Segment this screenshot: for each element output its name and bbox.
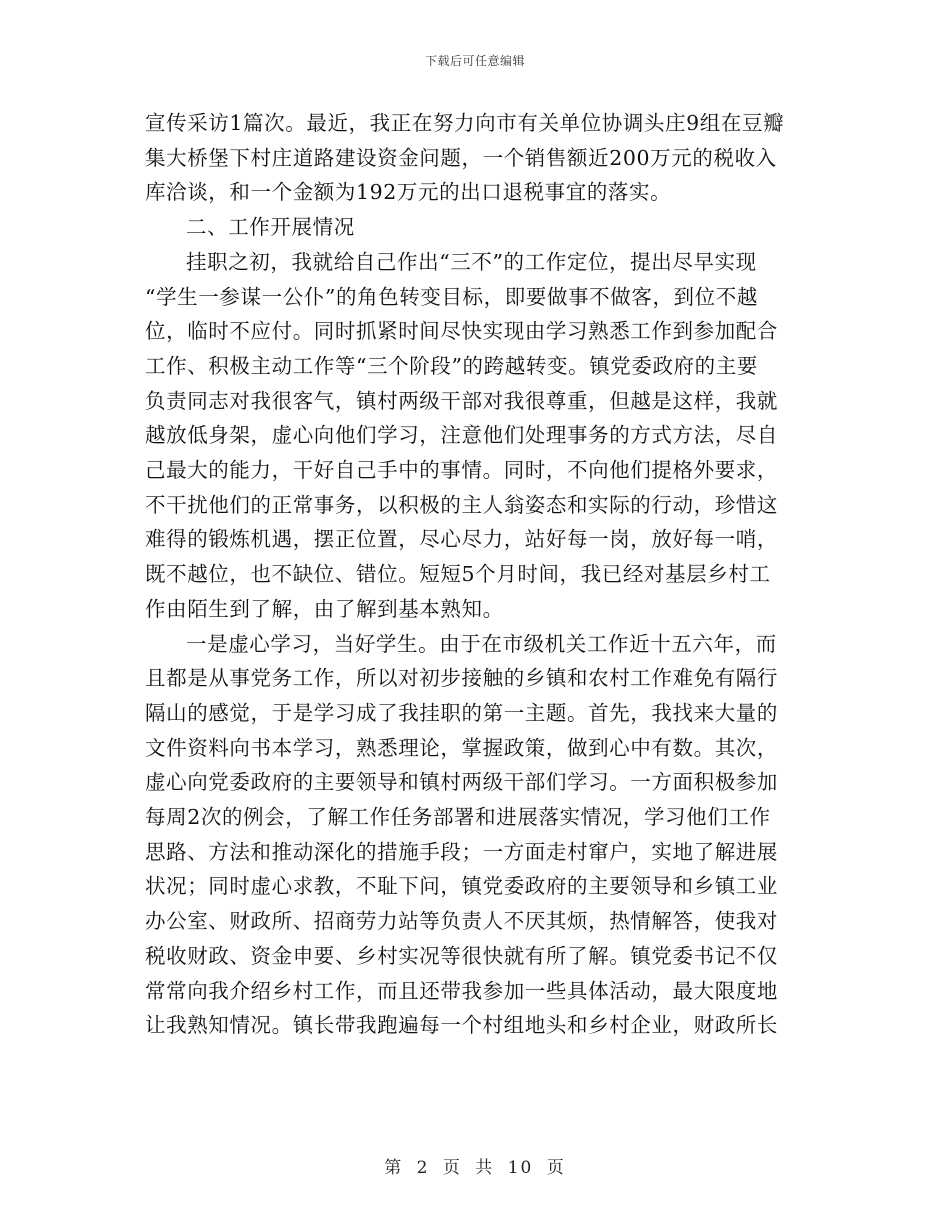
text-line: 宣传采访1篇次。最近，我正在努力向市有关单位协调头庄9组在豆瓣 [145, 111, 785, 135]
page-header-note: 下载后可任意编辑 [424, 54, 525, 68]
text-line: 虚心向党委政府的主要领导和镇村两级干部们学习。一方面积极参加 [145, 770, 778, 795]
document-body [145, 106, 797, 1043]
text-line: 办公室、财政所、招商劳力站等负责人不厌其烦，热情解答，使我对 [145, 909, 778, 934]
text-line: 一是虚心学习，当好学生。由于在市级机关工作近十五六年，而 [186, 631, 777, 656]
text-line: 既不越位，也不缺位、错位。短短5个月时间，我已经对基层乡村工 [145, 562, 771, 587]
text-line: 负责同志对我很客气，镇村两级干部对我很尊重，但越是这样，我就 [145, 388, 778, 413]
text-line: 文件资料向书本学习，熟悉理论，掌握政策，做到心中有数。其次， [145, 735, 778, 760]
text-line: 不干扰他们的正常事务，以积极的主人翁姿态和实际的行动，珍惜这 [145, 492, 778, 517]
text-line: 且都是从事党务工作，所以对初步接触的乡镇和农村工作难免有隔行 [145, 666, 778, 691]
text-line: 越放低身架，虚心向他们学习，注意他们处理事务的方式方法，尽自 [145, 423, 778, 448]
text-line: 每周2次的例会，了解工作任务部署和进展落实情况，学习他们工作 [145, 805, 771, 830]
paragraph-continuation [145, 106, 797, 210]
text-line: 集大桥堡下村庄道路建设资金问题，一个销售额近200万元的税收入 [145, 145, 777, 170]
paragraph-work-overview [145, 245, 797, 627]
text-line: 位，临时不应付。同时抓紧时间尽快实现由学习熟悉工作到参加配合 [145, 319, 778, 344]
text-line: 思路、方法和推动深化的措施手段；一方面走村窜户，实地了解进展 [145, 839, 778, 864]
text-line: 库洽谈，和一个金额为192万元的出口退税事宜的落实。 [145, 180, 672, 205]
page-number-footer: 第 2 页 共 10 页 [384, 1158, 566, 1178]
paragraph-learning [145, 627, 797, 1043]
text-line: 工作、积极主动工作等“三个阶段”的跨越转变。镇党委政府的主要 [145, 353, 758, 378]
text-line: 挂职之初，我就给自己作出“三不”的工作定位，提出尽早实现 [186, 249, 757, 274]
text-line: 难得的锻炼机遇，摆正位置，尽心尽力，站好每一岗，放好每一哨， [145, 527, 778, 552]
text-line: “学生一参谋一公仆”的角色转变目标，即要做事不做客，到位不越 [145, 284, 758, 309]
text-line: 常常向我介绍乡村工作，而且还带我参加一些具体活动，最大限度地 [145, 978, 778, 1003]
text-line: 让我熟知情况。镇长带我跑遍每一个村组地头和乡村企业，财政所长 [145, 1013, 778, 1038]
text-line: 隔山的感觉，于是学习成了我挂职的第一主题。首先，我找来大量的 [145, 700, 778, 725]
section-heading: 二、工作开展情况 [186, 215, 355, 240]
text-line: 税收财政、资金申要、乡村实况等很快就有所了解。镇党委书记不仅 [145, 943, 778, 968]
text-line: 作由陌生到了解，由了解到基本熟知。 [145, 596, 504, 621]
text-line: 己最大的能力，干好自己手中的事情。同时，不向他们提格外要求， [145, 458, 778, 483]
text-line: 状况；同时虚心求教，不耻下问，镇党委政府的主要领导和乡镇工业 [145, 874, 778, 899]
